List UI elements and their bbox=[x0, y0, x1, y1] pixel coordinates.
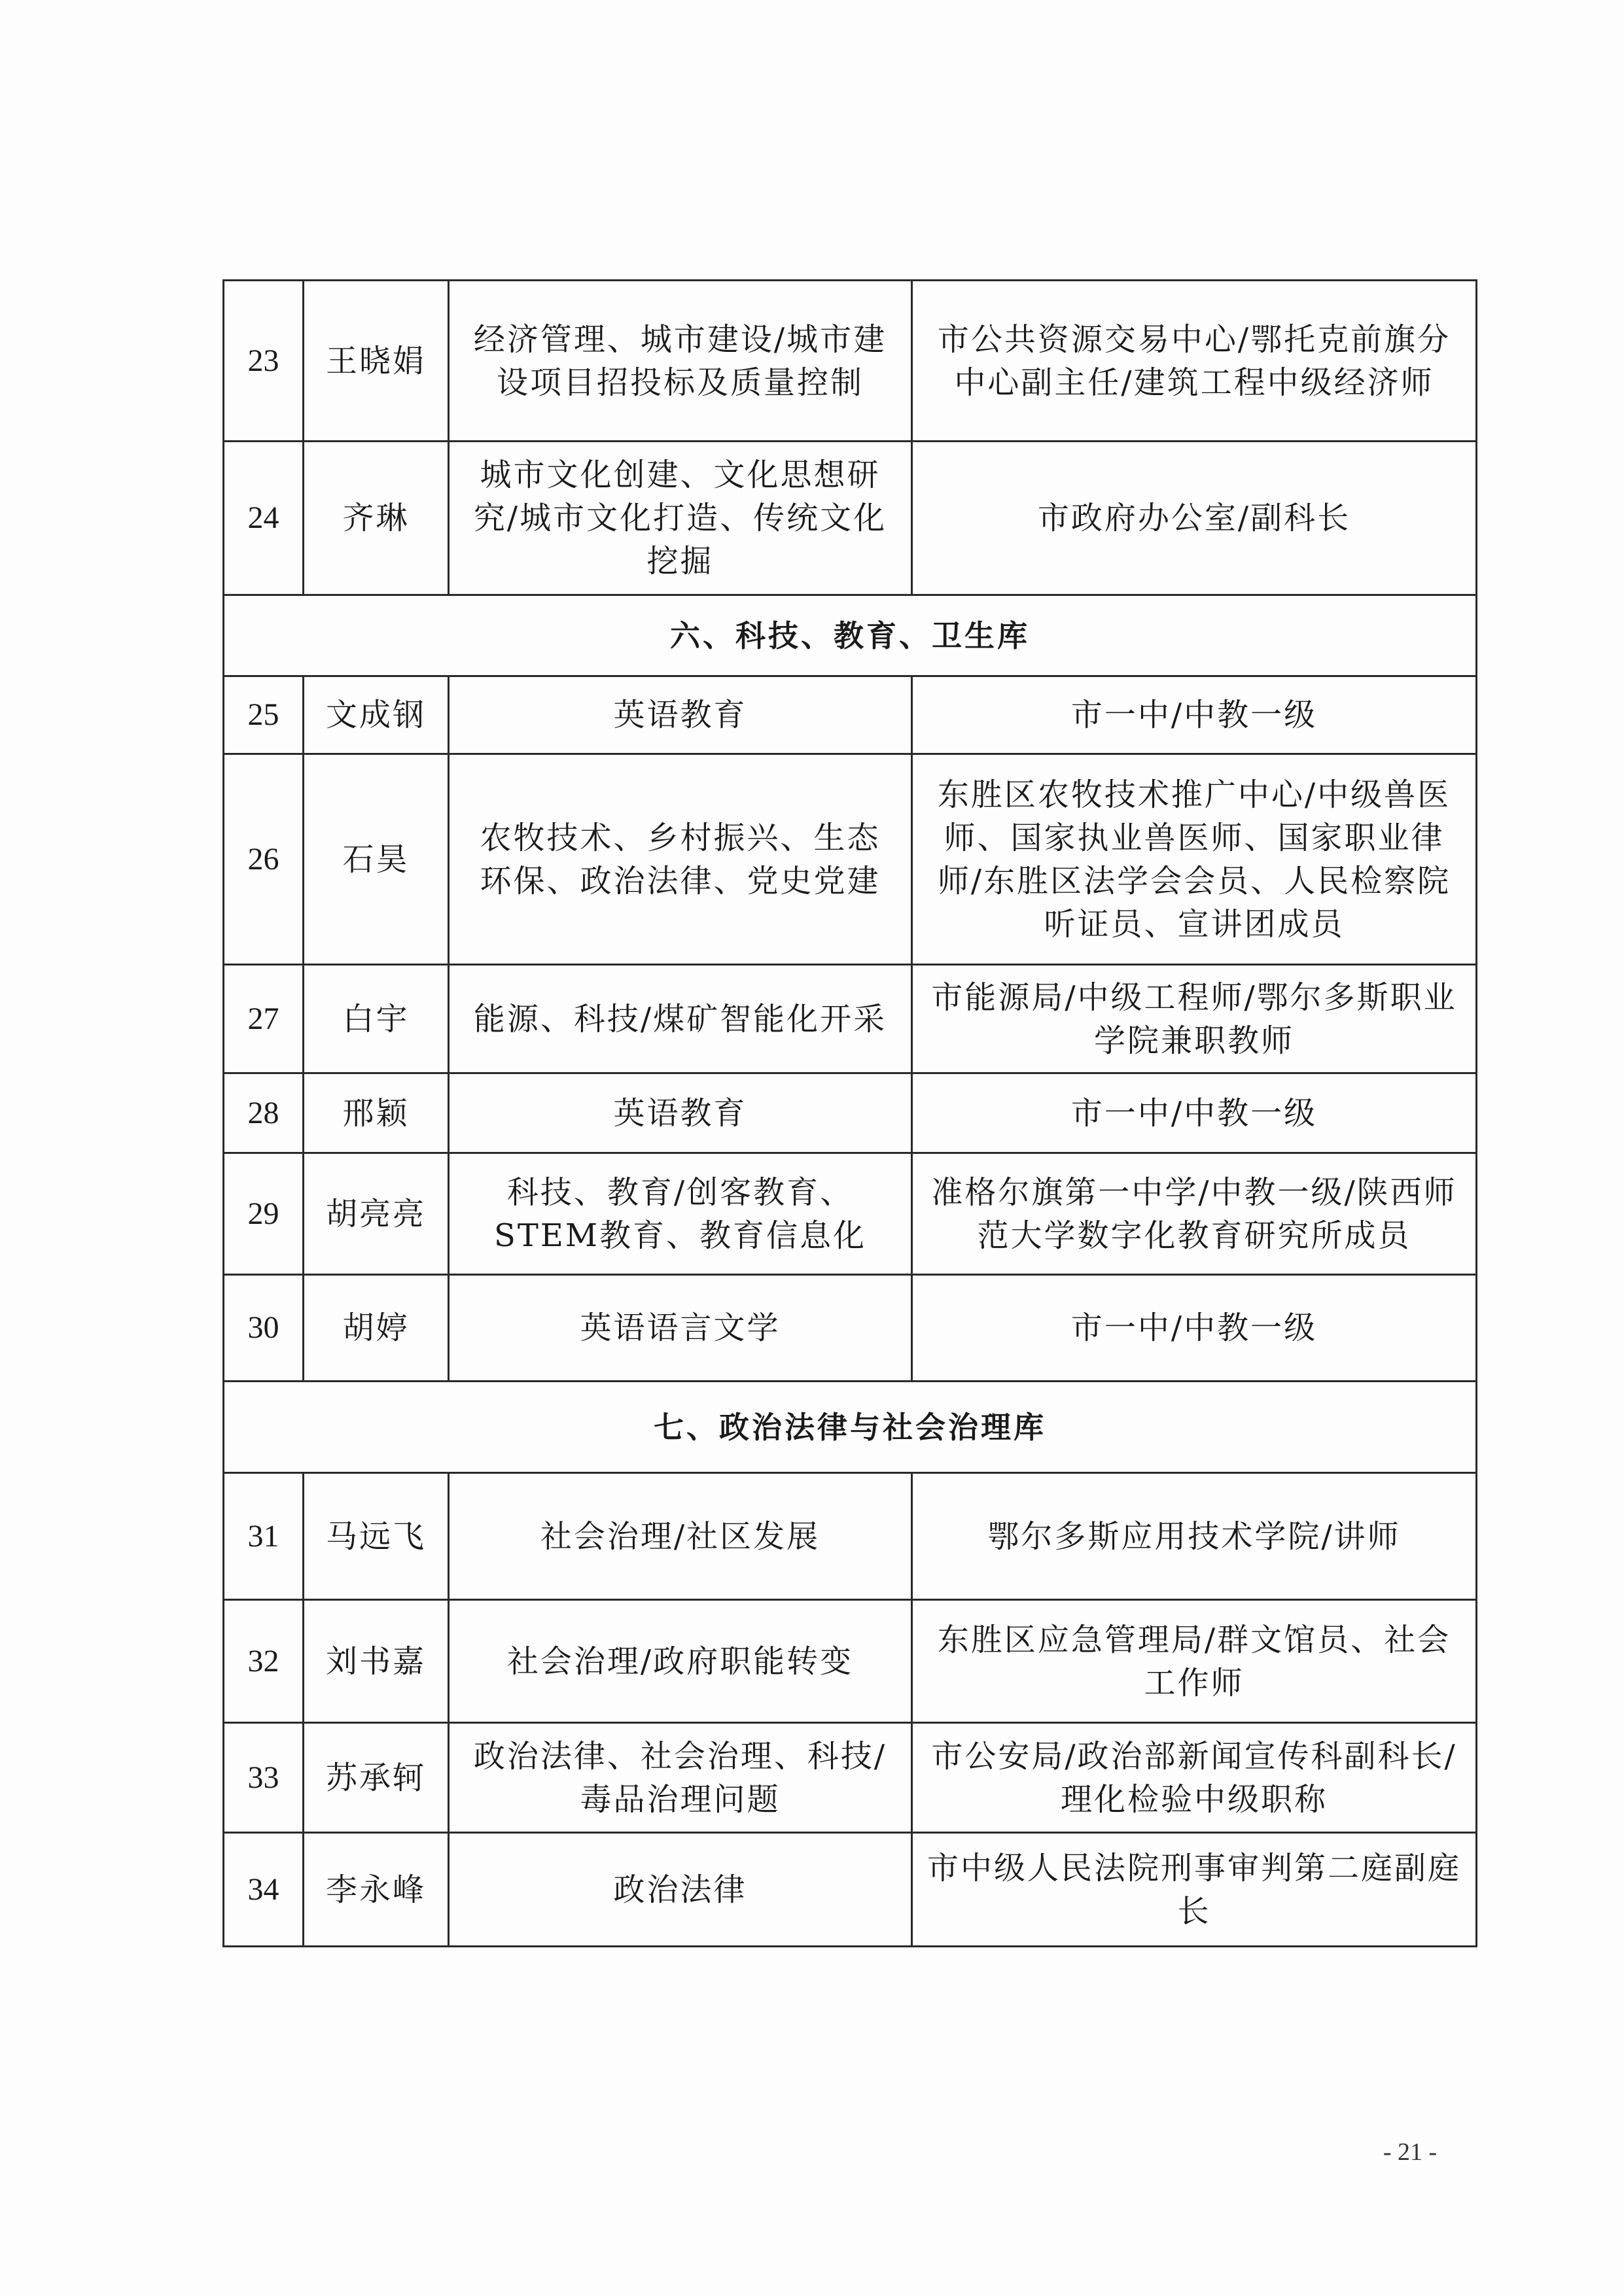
expertise-field: 英语语言文学 bbox=[449, 1275, 912, 1382]
expert-name: 刘书嘉 bbox=[304, 1600, 449, 1723]
expert-table bbox=[222, 279, 1477, 1947]
table-row bbox=[224, 1473, 1477, 1600]
row-number: 27 bbox=[224, 965, 304, 1073]
work-unit: 东胜区农牧技术推广中心/中级兽医师、国家执业兽医师、国家职业律师/东胜区法学会会员、人民检察院听证员、宣讲团成员 bbox=[912, 754, 1477, 965]
table-row bbox=[224, 442, 1477, 595]
table-row bbox=[224, 1833, 1477, 1947]
section-title: 六、科技、教育、卫生库 bbox=[224, 595, 1477, 676]
row-number: 29 bbox=[224, 1153, 304, 1275]
row-number: 32 bbox=[224, 1600, 304, 1723]
row-number: 24 bbox=[224, 442, 304, 595]
table-row bbox=[224, 965, 1477, 1073]
row-number: 26 bbox=[224, 754, 304, 965]
work-unit: 市中级人民法院刑事审判第二庭副庭长 bbox=[912, 1833, 1477, 1947]
row-number: 25 bbox=[224, 676, 304, 754]
expertise-field: 英语教育 bbox=[449, 1073, 912, 1153]
row-number: 30 bbox=[224, 1275, 304, 1382]
table-row bbox=[224, 1600, 1477, 1723]
work-unit: 东胜区应急管理局/群文馆员、社会工作师 bbox=[912, 1600, 1477, 1723]
expert-name: 石昊 bbox=[304, 754, 449, 965]
expert-name: 胡婷 bbox=[304, 1275, 449, 1382]
row-number: 28 bbox=[224, 1073, 304, 1153]
table-row bbox=[224, 1073, 1477, 1153]
expertise-field: 政治法律 bbox=[449, 1833, 912, 1947]
expertise-field: 城市文化创建、文化思想研究/城市文化打造、传统文化挖掘 bbox=[449, 442, 912, 595]
expert-name: 马远飞 bbox=[304, 1473, 449, 1600]
expert-name: 李永峰 bbox=[304, 1833, 449, 1947]
table-row bbox=[224, 676, 1477, 754]
expertise-field: 科技、教育/创客教育、STEM教育、教育信息化 bbox=[449, 1153, 912, 1275]
work-unit: 鄂尔多斯应用技术学院/讲师 bbox=[912, 1473, 1477, 1600]
table-row bbox=[224, 754, 1477, 965]
expertise-field: 能源、科技/煤矿智能化开采 bbox=[449, 965, 912, 1073]
expert-name: 胡亮亮 bbox=[304, 1153, 449, 1275]
work-unit: 市公共资源交易中心/鄂托克前旗分中心副主任/建筑工程中级经济师 bbox=[912, 281, 1477, 442]
work-unit: 市能源局/中级工程师/鄂尔多斯职业学院兼职教师 bbox=[912, 965, 1477, 1073]
expert-name: 白宇 bbox=[304, 965, 449, 1073]
expertise-field: 政治法律、社会治理、科技/毒品治理问题 bbox=[449, 1723, 912, 1833]
work-unit: 市公安局/政治部新闻宣传科副科长/理化检验中级职称 bbox=[912, 1723, 1477, 1833]
row-number: 34 bbox=[224, 1833, 304, 1947]
row-number: 31 bbox=[224, 1473, 304, 1600]
work-unit: 市一中/中教一级 bbox=[912, 676, 1477, 754]
expertise-field: 英语教育 bbox=[449, 676, 912, 754]
expert-name: 齐琳 bbox=[304, 442, 449, 595]
section-header-row bbox=[224, 595, 1477, 676]
work-unit: 市一中/中教一级 bbox=[912, 1073, 1477, 1153]
page-number: - 21 - bbox=[1383, 2138, 1438, 2166]
work-unit: 市一中/中教一级 bbox=[912, 1275, 1477, 1382]
expert-name: 苏承轲 bbox=[304, 1723, 449, 1833]
expertise-field: 农牧技术、乡村振兴、生态环保、政治法律、党史党建 bbox=[449, 754, 912, 965]
expertise-field: 社会治理/社区发展 bbox=[449, 1473, 912, 1600]
table-row bbox=[224, 281, 1477, 442]
section-header-row bbox=[224, 1382, 1477, 1473]
work-unit: 准格尔旗第一中学/中教一级/陕西师范大学数字化教育研究所成员 bbox=[912, 1153, 1477, 1275]
table-row bbox=[224, 1275, 1477, 1382]
section-title: 七、政治法律与社会治理库 bbox=[224, 1382, 1477, 1473]
expertise-field: 社会治理/政府职能转变 bbox=[449, 1600, 912, 1723]
row-number: 23 bbox=[224, 281, 304, 442]
expert-name: 文成钢 bbox=[304, 676, 449, 754]
row-number: 33 bbox=[224, 1723, 304, 1833]
table-row bbox=[224, 1723, 1477, 1833]
work-unit: 市政府办公室/副科长 bbox=[912, 442, 1477, 595]
expertise-field: 经济管理、城市建设/城市建设项目招投标及质量控制 bbox=[449, 281, 912, 442]
expert-name: 王晓娟 bbox=[304, 281, 449, 442]
table-row bbox=[224, 1153, 1477, 1275]
expert-name: 邢颖 bbox=[304, 1073, 449, 1153]
